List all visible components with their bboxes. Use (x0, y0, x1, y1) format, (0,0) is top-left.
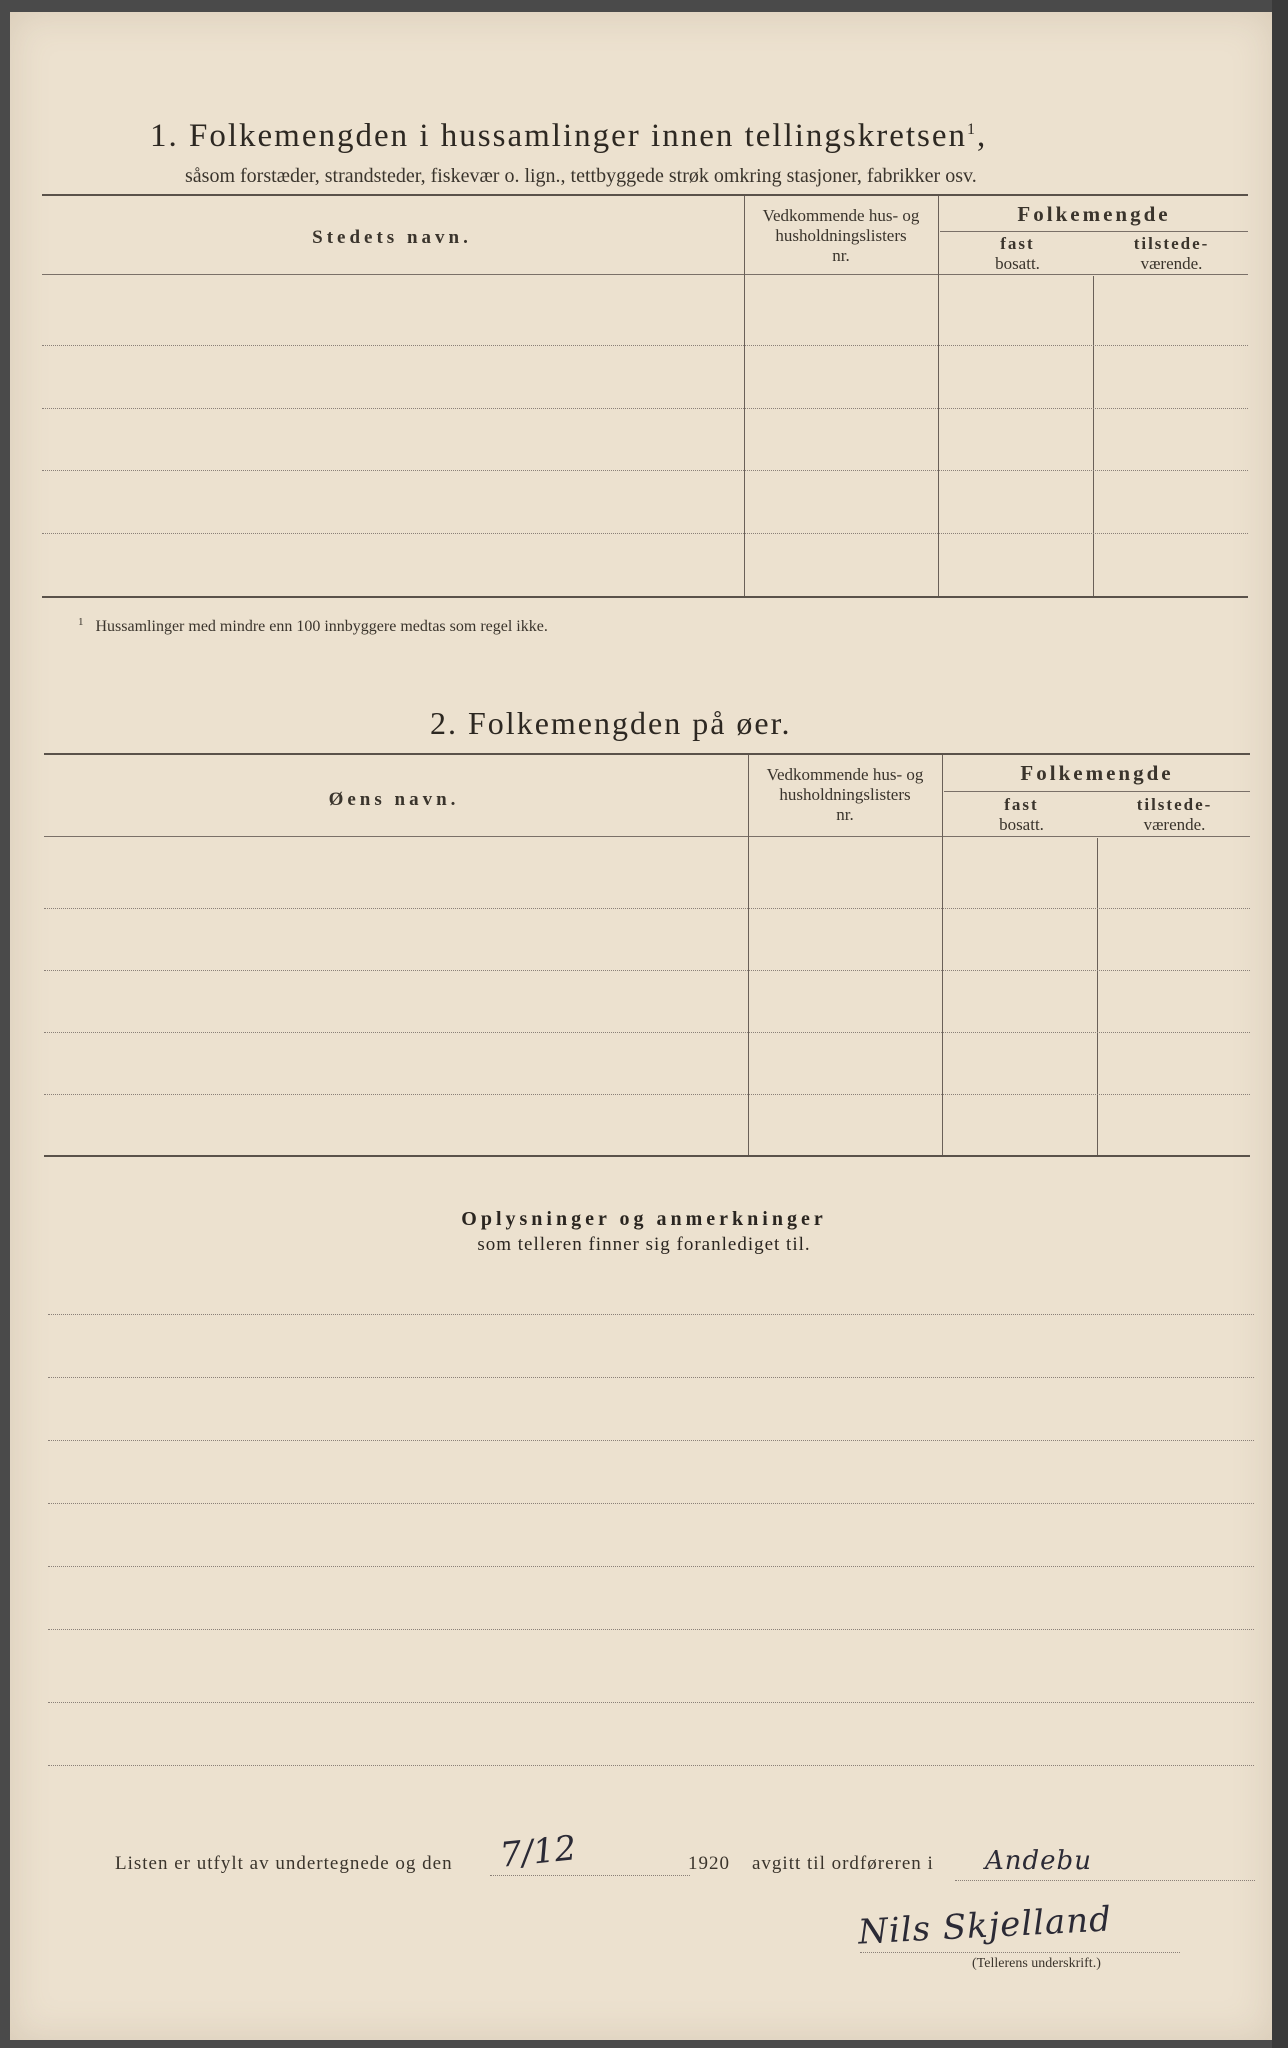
page-edge (1272, 0, 1288, 2048)
signature-year: 1920 (688, 1853, 730, 1874)
section2-row-rule (44, 1032, 1250, 1033)
section2-col-divider-1 (748, 755, 749, 1155)
section2-table-top-rule (44, 753, 1250, 755)
section1-col-list-line3: nr. (832, 246, 850, 265)
remarks-line (48, 1702, 1254, 1703)
section2-col-fast-line1: fast (1004, 795, 1039, 814)
section2-header-bottom-rule (44, 836, 1250, 837)
remarks-subheading: som telleren finner sig foranlediget til. (477, 1234, 811, 1255)
signature-line (860, 1952, 1180, 1953)
section1-col-pop-header: Folkemengde (1017, 202, 1171, 226)
section1-header-bottom-rule (42, 274, 1248, 275)
handwritten-place: Andebu (985, 1846, 1092, 1876)
section1-title-footnote-mark: 1 (967, 121, 978, 138)
section1-footnote (78, 616, 548, 636)
section2-col-divider-3 (1097, 838, 1098, 1155)
section1-title-text: 1. Folkemengden i hussamlinger innen tellingskretsen (150, 118, 968, 154)
remarks-line (48, 1377, 1254, 1378)
remarks-line (48, 1566, 1254, 1567)
section2-row-rule (44, 970, 1250, 971)
section2-col-fast-header (944, 795, 1099, 835)
section2-col-name-header: Øens navn. (328, 789, 460, 810)
section1-col-fast-line1: fast (1000, 234, 1035, 253)
place-blank-line (955, 1880, 1255, 1881)
section1-col-list-header (746, 206, 936, 266)
section1-col-til-header (1095, 234, 1248, 274)
signature-middle: avgitt til ordføreren i (752, 1853, 934, 1874)
section1-footnote-mark: 1 (78, 616, 84, 628)
section1-title (150, 118, 987, 155)
remarks-line (48, 1629, 1254, 1630)
section1-row-rule (42, 533, 1248, 534)
section1-row-rule (42, 408, 1248, 409)
remarks-line (48, 1503, 1254, 1504)
section1-col-name-header: Stedets navn. (312, 227, 472, 248)
section1-col-fast-line2: bosatt. (995, 254, 1040, 273)
section1-row-rule (42, 470, 1248, 471)
remarks-line (48, 1440, 1254, 1441)
remarks-line (48, 1314, 1254, 1315)
section1-table-bottom-rule (42, 596, 1248, 598)
section1-col-til-line2: værende. (1140, 254, 1203, 273)
section2-title: 2. Folkemengden på øer. (430, 705, 792, 741)
section1-col-list-line1: Vedkommende hus- og (762, 206, 920, 225)
section1-col-til-line1: tilstede- (1133, 234, 1210, 253)
section2-col-til-line2: værende. (1143, 815, 1206, 834)
section1-col-divider-3 (1093, 276, 1094, 596)
section2-col-list-line1: Vedkommende hus- og (766, 765, 924, 784)
section2-row-rule (44, 1094, 1250, 1095)
section2-col-list-header (750, 765, 940, 825)
section1-title-suffix: , (977, 118, 988, 154)
signature-prefix: Listen er utfylt av undertegnede og den (115, 1853, 453, 1874)
date-blank-line (490, 1875, 690, 1876)
section1-pop-subrule (940, 231, 1248, 232)
section2-row-rule (44, 908, 1250, 909)
remarks-heading: Oplysninger og anmerkninger (461, 1208, 827, 1230)
section2-table-bottom-rule (44, 1155, 1250, 1157)
section2-pop-subrule (944, 791, 1250, 792)
section1-col-list-line2: husholdningslisters (775, 226, 907, 245)
section1-footnote-text: Hussamlinger med mindre enn 100 innbyggere medtas som regel ikke. (95, 618, 548, 636)
section2-col-fast-line2: bosatt. (999, 815, 1044, 834)
section1-subtitle: såsom forstæder, strandsteder, fiskevær o. lign., tettbyggede strøk omkring stasjoner, fabrikker osv. (185, 165, 977, 187)
section2-col-til-line1: tilstede- (1136, 795, 1213, 814)
section2-col-list-line3: nr. (836, 805, 854, 824)
section2-col-til-header (1099, 795, 1250, 835)
census-form-sheet (10, 12, 1272, 2040)
section2-col-divider-2 (942, 755, 943, 1155)
section1-row-rule (42, 345, 1248, 346)
handwritten-date: 7/12 (498, 1828, 579, 1876)
section1-table-top-rule (42, 194, 1248, 196)
section2-col-list-line2: husholdningslisters (779, 785, 911, 804)
section1-col-divider-2 (938, 196, 939, 596)
section1-col-fast-header (940, 234, 1095, 274)
section2-col-pop-header: Folkemengde (1020, 761, 1174, 785)
remarks-line (48, 1765, 1254, 1766)
teller-signature: Nils Skjelland (857, 1899, 1113, 1953)
section1-col-divider-1 (744, 196, 745, 596)
signature-caption: (Tellerens underskrift.) (972, 1956, 1101, 1971)
